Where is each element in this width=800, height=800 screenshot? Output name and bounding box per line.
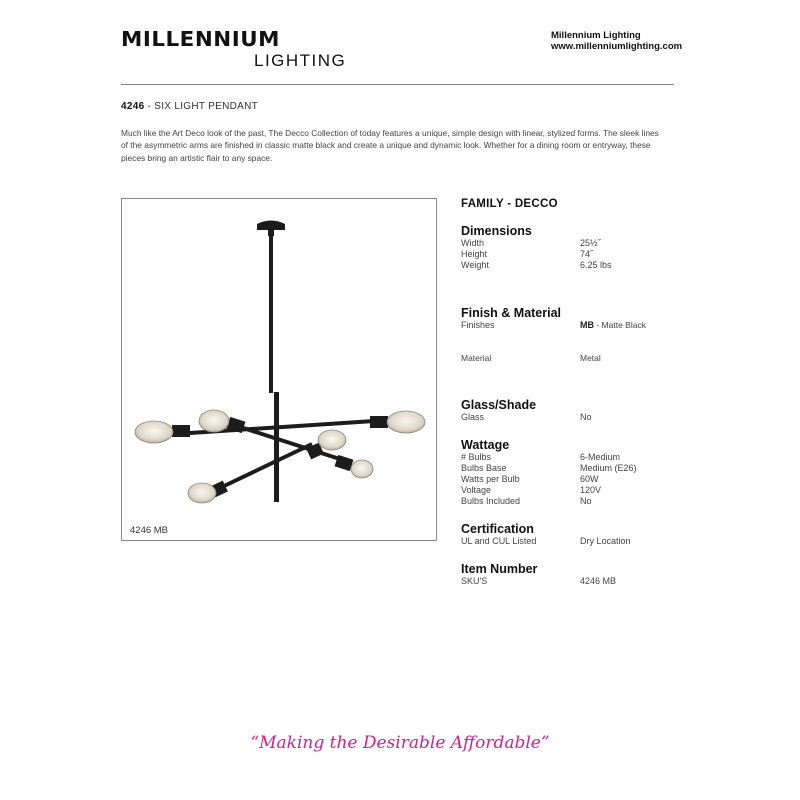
canopy [257,221,285,231]
bulb-center [318,430,346,450]
bulb-left [135,421,173,443]
brand-logo-subtitle: LIGHTING [254,51,347,70]
product-sku: 4246 [121,101,145,112]
bulb-lower [188,483,216,503]
watts-per-bulb-value: 60W [580,474,599,484]
company-name: Millennium Lighting [551,30,641,41]
material-value: Metal [580,353,601,363]
company-website-link[interactable]: www.millenniumlighting.com [551,41,683,52]
height-label: Height [461,249,488,259]
wattage-heading: Wattage [461,438,510,452]
finish-code: MB [580,320,594,330]
finishes-label: Finishes [461,320,495,330]
material-label: Material [461,353,492,363]
bulb-mid-left [199,410,229,432]
skus-value: 4246 MB [580,576,617,586]
bulbs-included-value: No [580,496,592,506]
glass-value: No [580,412,592,422]
skus-label: SKU'S [461,576,488,586]
chandelier-illustration [122,199,436,540]
brand-logo-wordmark: MILLENNIUM [121,27,280,51]
item-number-heading: Item Number [461,562,538,576]
footer-tagline: “Making the Desirable Affordable” [250,733,550,753]
product-name: - SIX LIGHT PENDANT [144,101,259,112]
socket-left [172,425,190,437]
weight-value: 6.25 lbs [580,260,612,270]
glass-shade-heading: Glass/Shade [461,398,537,412]
height-value: 74˝ [580,249,594,259]
bulbs-included-label: Bulbs Included [461,496,521,506]
header-divider [121,84,674,85]
width-label: Width [461,238,485,248]
bulbs-count-label: # Bulbs [461,452,492,462]
finish-material-heading: Finish & Material [461,306,562,320]
center-hub [274,392,279,502]
bulb-right [387,411,425,433]
down-rod [269,235,273,393]
family-heading: FAMILY - DECCO [461,198,558,210]
finish-name: - Matte Black [594,320,646,330]
bulbs-base-label: Bulbs Base [461,463,507,473]
bulbs-base-value: Medium (E26) [580,463,637,473]
finishes-value [580,320,646,330]
product-image-frame [121,198,437,541]
product-description: Much like the Art Deco look of the past, The Decco Collection of today features a unique, simple design with linear, stylized forms. The sleek lines of the asymmetric arms are finished in classic matte black and create a unique and dynamic look. Whether for a dining room or entryway, these pieces bring an artistic flair to any space. [121,128,659,163]
certification-heading: Certification [461,522,534,536]
dimensions-heading: Dimensions [461,224,532,238]
width-value: 25½˝ [580,238,601,248]
ul-listed-value: Dry Location [580,536,631,546]
voltage-label: Voltage [461,485,492,495]
ul-listed-label: UL and CUL Listed [461,536,537,546]
product-title [121,101,258,112]
bulbs-count-value: 6-Medium [580,452,621,462]
socket-right [370,416,388,428]
image-caption: 4246 MB [130,525,169,536]
watts-per-bulb-label: Watts per Bulb [461,474,520,484]
arm-lower [222,444,312,487]
glass-label: Glass [461,412,485,422]
voltage-value: 120V [580,485,602,495]
weight-label: Weight [461,260,489,270]
bulb-mid-right [351,460,373,478]
